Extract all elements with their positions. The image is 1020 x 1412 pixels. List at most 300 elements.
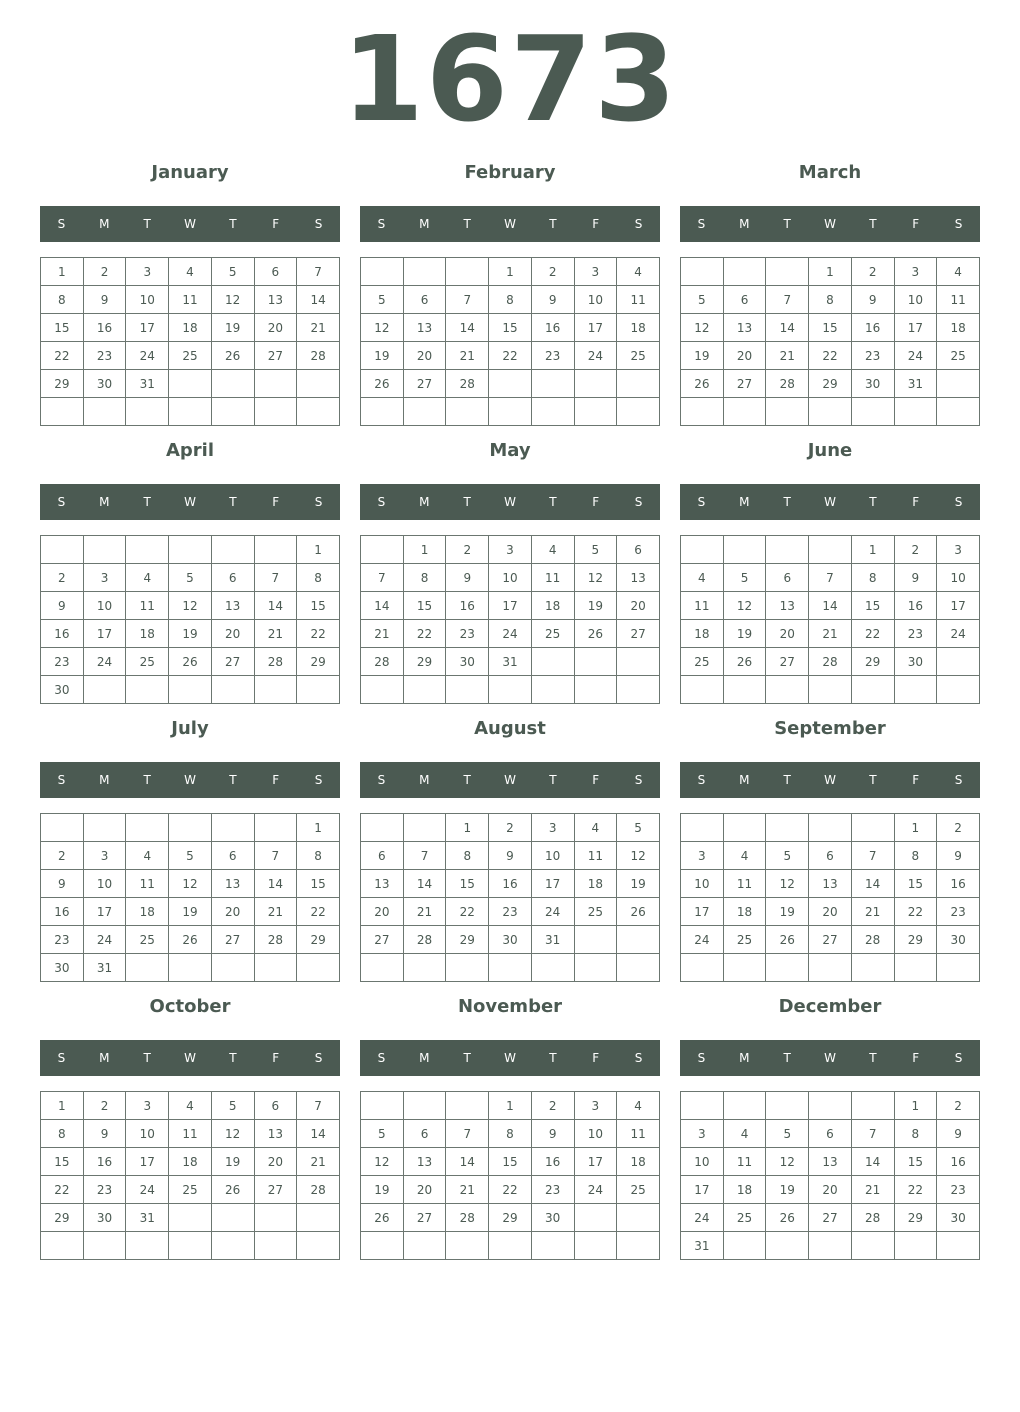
- day-cell: 18: [681, 620, 724, 648]
- day-cell: 26: [766, 926, 809, 954]
- month-name: February: [464, 162, 556, 183]
- week-row: [41, 1176, 340, 1204]
- day-cell: 24: [531, 898, 574, 926]
- day-cell: 27: [617, 620, 660, 648]
- empty-day-cell: [531, 398, 574, 426]
- day-cell: 18: [531, 592, 574, 620]
- empty-day-cell: [126, 954, 169, 982]
- day-cell: 9: [851, 286, 894, 314]
- month-name: September: [774, 718, 886, 739]
- day-cell: 1: [297, 814, 340, 842]
- weekday-label: F: [272, 773, 280, 787]
- day-cell: 1: [403, 536, 446, 564]
- empty-day-cell: [446, 258, 489, 286]
- day-cell: 5: [617, 814, 660, 842]
- empty-day-cell: [169, 398, 212, 426]
- week-row: [41, 842, 340, 870]
- empty-day-cell: [851, 398, 894, 426]
- day-cell: 30: [489, 926, 532, 954]
- empty-day-cell: [617, 1232, 660, 1260]
- empty-day-cell: [937, 676, 980, 704]
- weekday-label: T: [549, 773, 557, 787]
- weekday-label: T: [549, 217, 557, 231]
- week-row: [41, 286, 340, 314]
- day-cell: 13: [403, 314, 446, 342]
- day-cell: 3: [126, 1092, 169, 1120]
- day-cell: 5: [723, 564, 766, 592]
- year-title: 1673: [341, 10, 679, 148]
- day-cell: 14: [851, 870, 894, 898]
- empty-day-cell: [723, 258, 766, 286]
- day-cell: 17: [574, 1148, 617, 1176]
- week-row: [681, 1092, 980, 1120]
- day-cell: 12: [766, 870, 809, 898]
- day-cell: 16: [851, 314, 894, 342]
- empty-day-cell: [297, 676, 340, 704]
- day-cell: 31: [894, 370, 937, 398]
- day-cell: 23: [531, 342, 574, 370]
- day-cell: 28: [766, 370, 809, 398]
- day-cell: 31: [531, 926, 574, 954]
- month-name: July: [171, 718, 209, 739]
- day-cell: 3: [489, 536, 532, 564]
- day-cell: 23: [446, 620, 489, 648]
- day-cell: 14: [446, 1148, 489, 1176]
- day-cell: 9: [489, 842, 532, 870]
- weekday-label: S: [314, 773, 323, 787]
- day-cell: 9: [41, 870, 84, 898]
- day-cell: 25: [126, 648, 169, 676]
- day-cell: 21: [446, 342, 489, 370]
- empty-day-cell: [254, 1232, 297, 1260]
- day-cell: 28: [297, 1176, 340, 1204]
- day-cell: 14: [403, 870, 446, 898]
- day-cell: 21: [766, 342, 809, 370]
- day-cell: 19: [574, 592, 617, 620]
- day-cell: 28: [403, 926, 446, 954]
- empty-day-cell: [41, 814, 84, 842]
- month-name: May: [489, 440, 531, 461]
- day-cell: 24: [574, 1176, 617, 1204]
- day-cell: 30: [851, 370, 894, 398]
- day-cell: 30: [41, 954, 84, 982]
- day-cell: 2: [894, 536, 937, 564]
- empty-day-cell: [446, 954, 489, 982]
- day-cell: 23: [937, 898, 980, 926]
- day-cell: 6: [809, 1120, 852, 1148]
- week-row: [681, 342, 980, 370]
- day-cell: 1: [894, 1092, 937, 1120]
- empty-day-cell: [851, 676, 894, 704]
- month-march: [680, 160, 980, 430]
- weekday-header: [40, 762, 340, 798]
- day-cell: 14: [851, 1148, 894, 1176]
- empty-day-cell: [169, 954, 212, 982]
- day-cell: 19: [766, 1176, 809, 1204]
- weekday-label: T: [783, 217, 791, 231]
- empty-day-cell: [211, 1232, 254, 1260]
- day-cell: 30: [937, 1204, 980, 1232]
- week-row: [361, 258, 660, 286]
- day-cell: 13: [211, 870, 254, 898]
- day-cell: 31: [681, 1232, 724, 1260]
- empty-day-cell: [617, 648, 660, 676]
- day-cell: 25: [617, 1176, 660, 1204]
- empty-day-cell: [617, 398, 660, 426]
- weekday-label: T: [143, 773, 151, 787]
- weekday-header: [360, 762, 660, 798]
- weekday-label: T: [229, 773, 237, 787]
- day-cell: 7: [254, 564, 297, 592]
- day-cell: 19: [361, 342, 404, 370]
- day-cell: 11: [531, 564, 574, 592]
- weekday-label: T: [549, 495, 557, 509]
- day-cell: 30: [894, 648, 937, 676]
- week-row: [681, 398, 980, 426]
- week-row: [681, 314, 980, 342]
- empty-day-cell: [894, 954, 937, 982]
- day-cell: 12: [169, 870, 212, 898]
- day-cell: 8: [489, 1120, 532, 1148]
- day-cell: 24: [574, 342, 617, 370]
- empty-day-cell: [403, 398, 446, 426]
- day-cell: 23: [937, 1176, 980, 1204]
- empty-day-cell: [723, 1092, 766, 1120]
- day-cell: 21: [297, 314, 340, 342]
- empty-day-cell: [297, 370, 340, 398]
- month-name: November: [457, 996, 563, 1017]
- day-cell: 10: [681, 1148, 724, 1176]
- day-cell: 26: [574, 620, 617, 648]
- day-cell: 22: [809, 342, 852, 370]
- empty-day-cell: [403, 1092, 446, 1120]
- empty-day-cell: [169, 536, 212, 564]
- empty-day-cell: [83, 676, 126, 704]
- day-cell: 2: [531, 258, 574, 286]
- day-cell: 9: [531, 286, 574, 314]
- weekday-label: W: [824, 495, 836, 509]
- day-cell: 6: [766, 564, 809, 592]
- day-cell: 17: [83, 898, 126, 926]
- week-row: [41, 676, 340, 704]
- day-cell: 9: [894, 564, 937, 592]
- day-cell: 17: [681, 898, 724, 926]
- day-cell: 23: [531, 1176, 574, 1204]
- day-cell: 21: [851, 898, 894, 926]
- empty-day-cell: [766, 258, 809, 286]
- day-cell: 15: [41, 314, 84, 342]
- day-cell: 11: [681, 592, 724, 620]
- week-row: [681, 898, 980, 926]
- weekday-label: S: [697, 495, 706, 509]
- day-cell: 30: [446, 648, 489, 676]
- empty-day-cell: [937, 954, 980, 982]
- month-november: [360, 994, 660, 1264]
- weekday-label: M: [419, 773, 430, 787]
- day-cell: 9: [531, 1120, 574, 1148]
- weekday-label: F: [592, 773, 600, 787]
- empty-day-cell: [169, 1204, 212, 1232]
- week-row: [361, 1176, 660, 1204]
- day-cell: 7: [254, 842, 297, 870]
- week-row: [681, 814, 980, 842]
- day-cell: 19: [169, 620, 212, 648]
- day-cell: 31: [489, 648, 532, 676]
- day-cell: 6: [254, 1092, 297, 1120]
- day-cell: 10: [681, 870, 724, 898]
- month-name: December: [778, 996, 882, 1017]
- day-cell: 27: [361, 926, 404, 954]
- day-cell: 30: [41, 676, 84, 704]
- day-grid: [360, 813, 660, 982]
- empty-day-cell: [531, 648, 574, 676]
- weekday-header: [360, 206, 660, 242]
- empty-day-cell: [297, 1204, 340, 1232]
- month-name: June: [807, 440, 853, 461]
- day-cell: 15: [894, 870, 937, 898]
- empty-day-cell: [766, 398, 809, 426]
- day-cell: 5: [211, 1092, 254, 1120]
- empty-day-cell: [403, 258, 446, 286]
- day-cell: 4: [531, 536, 574, 564]
- day-cell: 5: [169, 842, 212, 870]
- week-row: [41, 1120, 340, 1148]
- month-name: October: [149, 996, 231, 1017]
- empty-day-cell: [851, 1092, 894, 1120]
- day-cell: 20: [254, 314, 297, 342]
- day-cell: 1: [809, 258, 852, 286]
- day-cell: 29: [446, 926, 489, 954]
- day-cell: 3: [681, 1120, 724, 1148]
- day-cell: 10: [489, 564, 532, 592]
- empty-day-cell: [766, 1092, 809, 1120]
- day-cell: 6: [617, 536, 660, 564]
- weekday-label: S: [57, 217, 66, 231]
- week-row: [361, 676, 660, 704]
- day-cell: 5: [766, 1120, 809, 1148]
- day-cell: 25: [617, 342, 660, 370]
- day-cell: 7: [851, 1120, 894, 1148]
- week-row: [681, 1176, 980, 1204]
- day-cell: 9: [446, 564, 489, 592]
- day-cell: 26: [723, 648, 766, 676]
- day-cell: 6: [403, 1120, 446, 1148]
- day-cell: 12: [361, 1148, 404, 1176]
- weekday-label: M: [99, 1051, 110, 1065]
- day-cell: 19: [211, 314, 254, 342]
- day-cell: 26: [361, 1204, 404, 1232]
- day-grid: [40, 257, 340, 426]
- empty-day-cell: [297, 398, 340, 426]
- day-cell: 7: [297, 1092, 340, 1120]
- empty-day-cell: [446, 1232, 489, 1260]
- day-cell: 17: [531, 870, 574, 898]
- week-row: [41, 398, 340, 426]
- empty-day-cell: [574, 648, 617, 676]
- empty-day-cell: [297, 954, 340, 982]
- day-cell: 3: [574, 1092, 617, 1120]
- weekday-label: M: [99, 217, 110, 231]
- week-row: [681, 286, 980, 314]
- week-row: [361, 870, 660, 898]
- day-cell: 23: [83, 1176, 126, 1204]
- empty-day-cell: [83, 814, 126, 842]
- day-cell: 1: [297, 536, 340, 564]
- weekday-label: M: [419, 217, 430, 231]
- weekday-label: S: [377, 773, 386, 787]
- day-cell: 15: [894, 1148, 937, 1176]
- day-cell: 13: [809, 870, 852, 898]
- day-cell: 17: [83, 620, 126, 648]
- day-cell: 10: [574, 286, 617, 314]
- day-cell: 5: [211, 258, 254, 286]
- day-cell: 2: [937, 1092, 980, 1120]
- empty-day-cell: [211, 1204, 254, 1232]
- day-cell: 10: [83, 870, 126, 898]
- day-cell: 27: [723, 370, 766, 398]
- week-row: [41, 620, 340, 648]
- week-row: [41, 536, 340, 564]
- day-cell: 3: [83, 842, 126, 870]
- weekday-label: M: [99, 495, 110, 509]
- weekday-label: S: [954, 495, 963, 509]
- day-cell: 26: [766, 1204, 809, 1232]
- weekday-label: S: [314, 1051, 323, 1065]
- day-cell: 27: [809, 926, 852, 954]
- day-cell: 15: [489, 1148, 532, 1176]
- day-cell: 9: [937, 1120, 980, 1148]
- weekday-label: S: [634, 773, 643, 787]
- weekday-label: T: [229, 1051, 237, 1065]
- weekday-label: S: [377, 217, 386, 231]
- weekday-label: M: [99, 773, 110, 787]
- day-cell: 15: [851, 592, 894, 620]
- day-cell: 12: [723, 592, 766, 620]
- empty-day-cell: [574, 370, 617, 398]
- day-cell: 10: [531, 842, 574, 870]
- day-cell: 13: [617, 564, 660, 592]
- weekday-header: [40, 484, 340, 520]
- weekday-label: W: [504, 495, 516, 509]
- empty-day-cell: [723, 1232, 766, 1260]
- day-cell: 5: [169, 564, 212, 592]
- day-cell: 16: [531, 314, 574, 342]
- week-row: [361, 814, 660, 842]
- empty-day-cell: [766, 676, 809, 704]
- weekday-label: F: [912, 773, 920, 787]
- day-cell: 22: [894, 1176, 937, 1204]
- empty-day-cell: [254, 676, 297, 704]
- day-cell: 6: [403, 286, 446, 314]
- day-cell: 4: [126, 564, 169, 592]
- week-row: [41, 898, 340, 926]
- day-cell: 5: [361, 1120, 404, 1148]
- day-cell: 13: [211, 592, 254, 620]
- day-cell: 20: [723, 342, 766, 370]
- day-cell: 4: [723, 842, 766, 870]
- day-cell: 10: [126, 286, 169, 314]
- day-cell: 15: [446, 870, 489, 898]
- weekday-label: W: [184, 773, 196, 787]
- day-cell: 18: [126, 898, 169, 926]
- day-cell: 4: [169, 1092, 212, 1120]
- day-cell: 16: [937, 1148, 980, 1176]
- weekday-label: S: [377, 1051, 386, 1065]
- day-cell: 12: [211, 286, 254, 314]
- day-cell: 17: [681, 1176, 724, 1204]
- day-cell: 2: [531, 1092, 574, 1120]
- empty-day-cell: [617, 926, 660, 954]
- empty-day-cell: [531, 954, 574, 982]
- weekday-label: S: [314, 495, 323, 509]
- empty-day-cell: [681, 398, 724, 426]
- day-cell: 7: [851, 842, 894, 870]
- day-cell: 29: [894, 1204, 937, 1232]
- empty-day-cell: [531, 1232, 574, 1260]
- empty-day-cell: [574, 676, 617, 704]
- weekday-label: M: [419, 1051, 430, 1065]
- week-row: [41, 648, 340, 676]
- day-cell: 6: [211, 842, 254, 870]
- day-cell: 30: [937, 926, 980, 954]
- day-cell: 3: [531, 814, 574, 842]
- day-cell: 3: [574, 258, 617, 286]
- day-cell: 4: [574, 814, 617, 842]
- empty-day-cell: [254, 370, 297, 398]
- day-cell: 15: [489, 314, 532, 342]
- empty-day-cell: [403, 954, 446, 982]
- week-row: [361, 898, 660, 926]
- weekday-label: T: [463, 495, 471, 509]
- empty-day-cell: [766, 1232, 809, 1260]
- empty-day-cell: [723, 676, 766, 704]
- day-cell: 14: [809, 592, 852, 620]
- empty-day-cell: [211, 370, 254, 398]
- empty-day-cell: [41, 398, 84, 426]
- day-cell: 8: [41, 286, 84, 314]
- day-cell: 24: [489, 620, 532, 648]
- week-row: [361, 370, 660, 398]
- day-cell: 10: [83, 592, 126, 620]
- week-row: [681, 1120, 980, 1148]
- empty-day-cell: [361, 258, 404, 286]
- empty-day-cell: [809, 1092, 852, 1120]
- day-cell: 19: [617, 870, 660, 898]
- day-cell: 12: [574, 564, 617, 592]
- day-cell: 29: [851, 648, 894, 676]
- day-cell: 28: [361, 648, 404, 676]
- day-cell: 24: [126, 342, 169, 370]
- day-cell: 30: [83, 370, 126, 398]
- day-cell: 5: [361, 286, 404, 314]
- empty-day-cell: [723, 814, 766, 842]
- day-cell: 29: [809, 370, 852, 398]
- empty-day-cell: [681, 954, 724, 982]
- weekday-label: W: [184, 217, 196, 231]
- week-row: [361, 954, 660, 982]
- empty-day-cell: [361, 954, 404, 982]
- day-cell: 7: [446, 286, 489, 314]
- empty-day-cell: [531, 676, 574, 704]
- empty-day-cell: [489, 1232, 532, 1260]
- day-cell: 1: [41, 258, 84, 286]
- day-cell: 11: [723, 1148, 766, 1176]
- empty-day-cell: [531, 370, 574, 398]
- day-cell: 17: [574, 314, 617, 342]
- day-cell: 8: [446, 842, 489, 870]
- day-cell: 29: [297, 648, 340, 676]
- empty-day-cell: [41, 1232, 84, 1260]
